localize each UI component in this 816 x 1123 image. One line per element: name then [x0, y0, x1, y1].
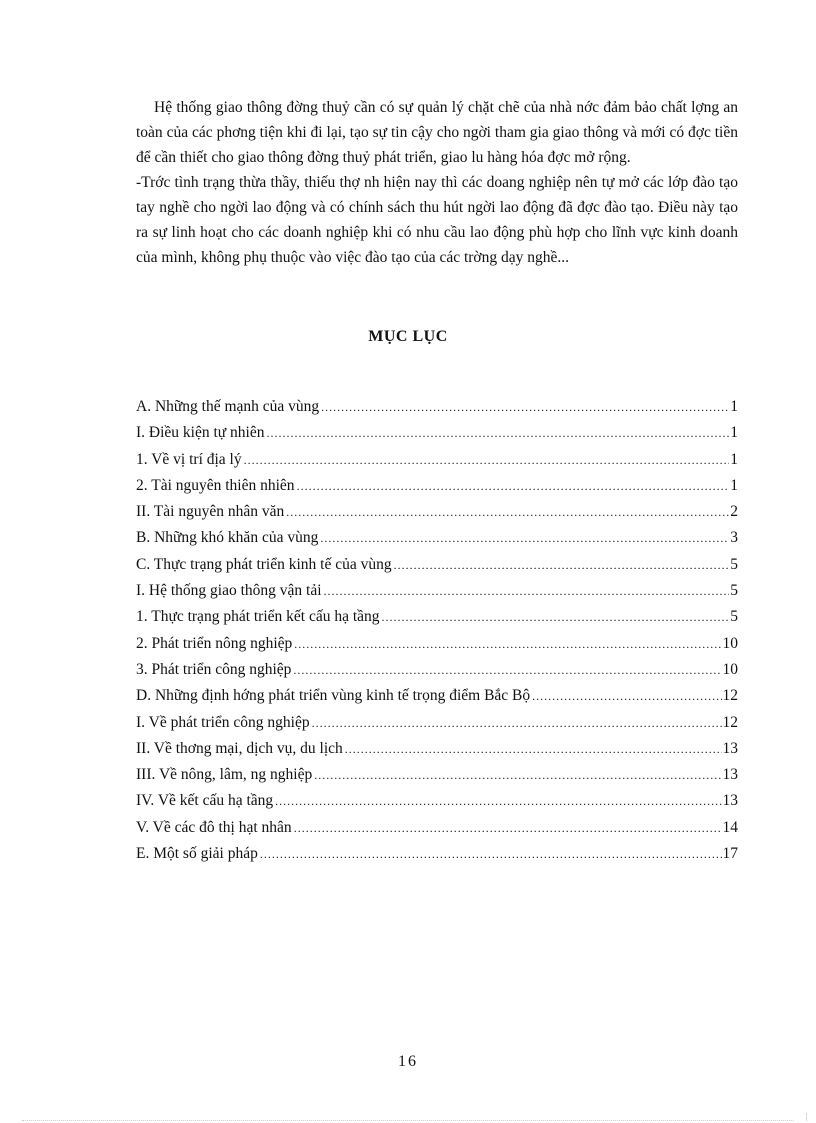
intro-text [136, 95, 738, 270]
toc-entry-page: 13 [722, 792, 738, 810]
toc-leader-dots [345, 742, 722, 757]
toc-entry-label: 1. Về vị trí địa lý [136, 450, 242, 468]
toc-entry-label: 1. Thực trạng phát triển kết cấu hạ tầng [136, 608, 380, 626]
toc-entry-page: 12 [722, 713, 738, 731]
toc-entry-page: 17 [722, 845, 738, 863]
table-of-contents [136, 398, 738, 871]
toc-entry[interactable] [136, 451, 738, 477]
toc-entry-page: 1 [730, 398, 738, 415]
toc-entry[interactable] [136, 845, 738, 871]
toc-entry-page: 1 [730, 424, 738, 442]
toc-entry[interactable] [136, 714, 738, 740]
toc-entry-page: 10 [722, 660, 738, 678]
toc-leader-dots [394, 558, 730, 573]
toc-entry-label: 2. Phát triển nông nghiệp [136, 634, 293, 652]
footer-divider [22, 1120, 794, 1121]
toc-leader-dots [293, 663, 721, 678]
toc-entry[interactable] [136, 792, 738, 818]
toc-entry-label: I. Điều kiện tự nhiên [136, 424, 265, 442]
toc-entry-label: II. Về thơng mại, dịch vụ, du lịch [136, 739, 343, 757]
corner-mark [806, 1113, 815, 1121]
toc-entry-label: E. Một số giải pháp [136, 845, 258, 863]
toc-leader-dots [294, 637, 721, 652]
toc-leader-dots [267, 426, 730, 441]
toc-leader-dots [260, 847, 722, 862]
toc-entry-label: C. Thực trạng phát triển kinh tế của vùng [136, 555, 392, 573]
toc-entry-label: A. Những thế mạnh của vùng [136, 398, 320, 415]
toc-entry[interactable] [136, 398, 738, 424]
toc-entry[interactable] [136, 477, 738, 503]
toc-leader-dots [312, 716, 722, 731]
toc-entry[interactable] [136, 635, 738, 661]
toc-entry-label: V. Về các đô thị hạt nhân [136, 818, 292, 836]
toc-entry-label: 3. Phát triển công nghiệp [136, 660, 292, 678]
toc-entry-page: 3 [730, 529, 738, 547]
toc-entry-label: I. Về phát triển công nghiệp [136, 713, 310, 731]
toc-title: MỤC LỤC [368, 328, 448, 345]
toc-entry-page: 5 [730, 582, 738, 600]
toc-entry[interactable] [136, 424, 738, 450]
toc-entry[interactable] [136, 608, 738, 634]
toc-leader-dots [294, 821, 722, 836]
toc-entry-page: 2 [730, 503, 738, 521]
toc-entry-page: 10 [722, 634, 738, 652]
toc-entry[interactable] [136, 503, 738, 529]
toc-leader-dots [532, 689, 721, 704]
toc-entry-page: 12 [722, 687, 738, 705]
intro-paragraph-1: Hệ thống giao thông đờng thuỷ cần có sự quản lý chặt chẽ của nhà nớc đảm bảo chất lợng an toàn của các phơng tiện khi đi lại, tạo sự tin cậy cho ngời tham gia giao thông và mới có đợc tiền để cần thiết cho giao thông đờng thuỷ phát triển, giao lu hàng hóa đợc mở rộng. [136, 99, 738, 166]
toc-leader-dots [314, 768, 721, 783]
toc-entry-label: IV. Về kết cấu hạ tầng [136, 792, 274, 810]
toc-leader-dots [244, 453, 730, 468]
toc-entry-label: I. Hệ thống giao thông vận tải [136, 582, 322, 600]
toc-leader-dots [275, 794, 721, 809]
toc-entry[interactable] [136, 661, 738, 687]
toc-leader-dots [286, 505, 729, 520]
toc-entry-label: B. Những khó khăn của vùng [136, 529, 319, 547]
toc-entry-label: II. Tài nguyên nhân văn [136, 503, 285, 521]
toc-entry[interactable] [136, 766, 738, 792]
toc-leader-dots [297, 479, 730, 494]
toc-entry-label: III. Về nông, lâm, ng nghiệp [136, 766, 313, 784]
toc-entry[interactable] [136, 582, 738, 608]
toc-entry-label: D. Những định hớng phát triển vùng kinh tế trọng điểm Bắc Bộ [136, 687, 531, 705]
toc-entry[interactable] [136, 819, 738, 845]
toc-leader-dots [382, 610, 730, 625]
toc-entry-page: 1 [730, 450, 738, 468]
toc-entry-page: 1 [730, 476, 738, 494]
toc-entry-page: 14 [722, 818, 738, 836]
toc-leader-dots [321, 400, 729, 415]
toc-entry-page: 13 [722, 739, 738, 757]
intro-paragraph-2: -Trớc tình trạng thừa thầy, thiếu thợ nh hiện nay thì các doang nghiệp nên tự mở các lớp đào tạo tay nghề cho ngời lao động và có chính sách thu hút ngời lao động đã đợc đào tạo. Điều này tạo ra sự linh hoạt cho các doanh nghiệp khi có nhu cầu lao động phù hợp cho lĩnh vực kinh doanh của mình, không phụ thuộc vào việc đào tạo của các trờng dạy nghề... [136, 174, 738, 266]
toc-entry[interactable] [136, 556, 738, 582]
toc-entry[interactable] [136, 529, 738, 555]
toc-leader-dots [320, 531, 729, 546]
toc-entry-page: 13 [722, 766, 738, 784]
page-number: 16 [398, 1053, 418, 1070]
toc-entry[interactable] [136, 740, 738, 766]
toc-entry-page: 5 [730, 608, 738, 626]
toc-entry-page: 5 [730, 555, 738, 573]
toc-entry[interactable] [136, 687, 738, 713]
toc-leader-dots [324, 584, 730, 599]
toc-entry-label: 2. Tài nguyên thiên nhiên [136, 476, 295, 494]
